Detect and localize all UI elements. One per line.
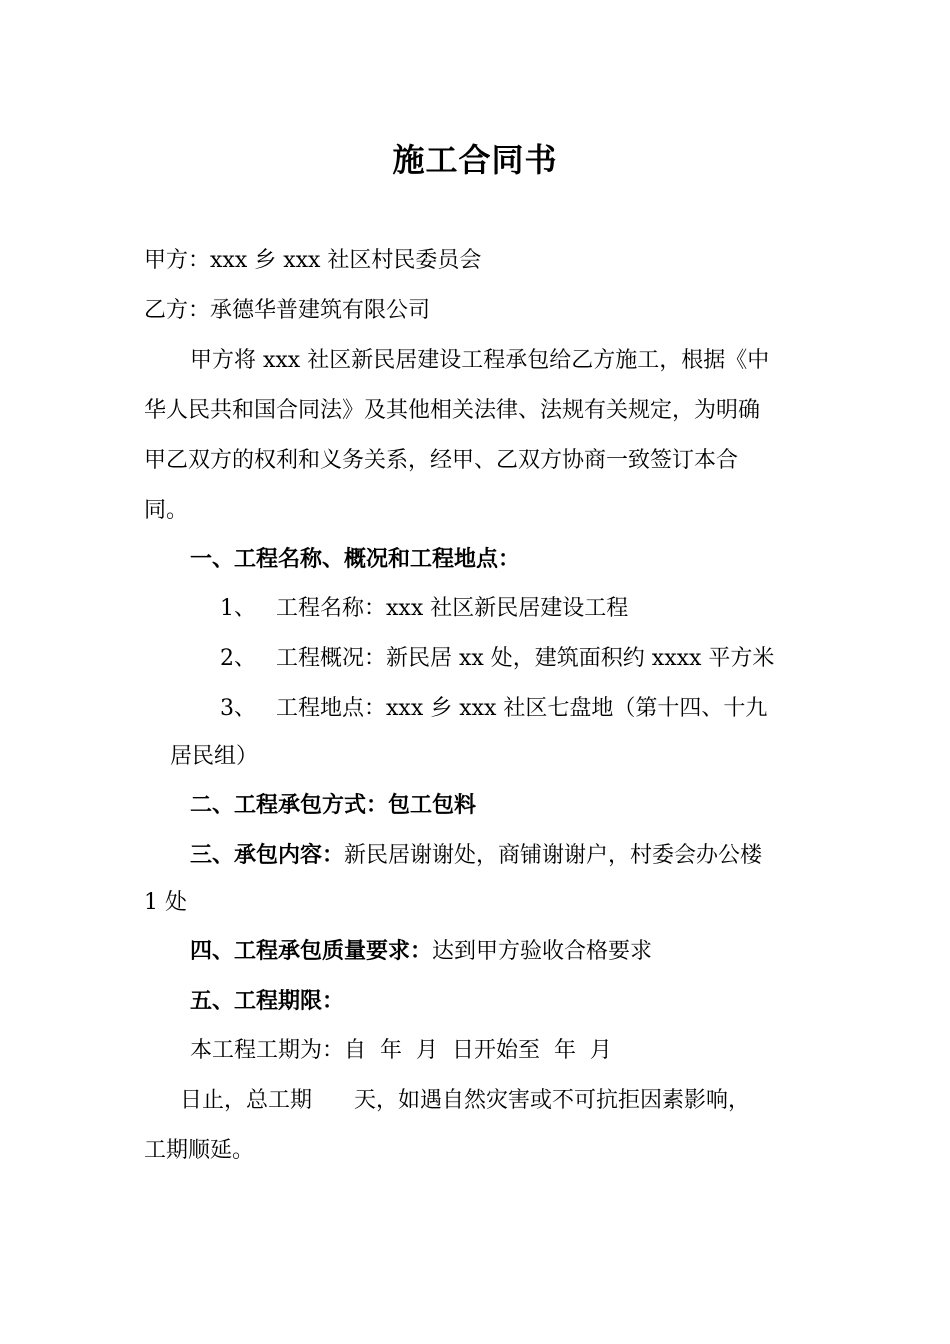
item-text: 工程地点：xxx 乡 xxx 社区七盘地（第十四、十九: [276, 696, 768, 721]
section-1-item-3: [220, 694, 767, 724]
intro-line-4: 同。: [144, 498, 189, 523]
section-1-item-2: [220, 644, 774, 674]
item-text: 工程名称：xxx 社区新民居建设工程: [276, 596, 629, 621]
section-1-item-3-continued: 居民组）: [170, 744, 259, 769]
item-number: 1、: [220, 596, 256, 621]
item-number: 2、: [220, 646, 256, 671]
item-number: 3、: [220, 696, 256, 721]
section-4-heading: 四、工程承包质量要求：: [190, 938, 433, 964]
intro-line-3: 甲乙双方的权利和义务关系，经甲、乙双方协商一致签订本合: [144, 448, 739, 473]
section-1-heading: 一、工程名称、概况和工程地点：: [190, 546, 521, 572]
section-3-text: 新民居谢谢处，商铺谢谢户，村委会办公楼: [344, 843, 763, 868]
section-3-continued: 1 处: [144, 890, 187, 915]
section-5-line-2: 日止，总工期 天，如遇自然灾害或不可抗拒因素影响，: [180, 1088, 750, 1113]
intro-line-2: 华人民共和国合同法》及其他相关法律、法规有关规定，为明确: [144, 398, 761, 423]
section-5-line-1: 本工程工期为：自 年 月 日开始至 年 月: [190, 1038, 612, 1063]
section-3-heading: 三、承包内容：: [190, 842, 345, 868]
section-5-line-3: 工期顺延。: [144, 1138, 255, 1163]
section-1-item-1: [220, 594, 628, 624]
party-b: 乙方：承德华普建筑有限公司: [144, 298, 431, 323]
section-4-text: 达到甲方验收合格要求: [432, 939, 653, 964]
intro-line-1: 甲方将 xxx 社区新民居建设工程承包给乙方施工，根据《中: [190, 348, 770, 373]
section-2-heading: 二、工程承包方式：包工包料: [190, 792, 477, 818]
document-title: 施工合同书: [392, 141, 558, 179]
section-5-heading: 五、工程期限：: [190, 988, 345, 1014]
party-a: 甲方：xxx 乡 xxx 社区村民委员会: [144, 248, 482, 273]
item-text: 工程概况：新民居 xx 处，建筑面积约 xxxx 平方米: [276, 646, 775, 671]
section-3: [190, 840, 762, 871]
section-4: [190, 936, 652, 967]
